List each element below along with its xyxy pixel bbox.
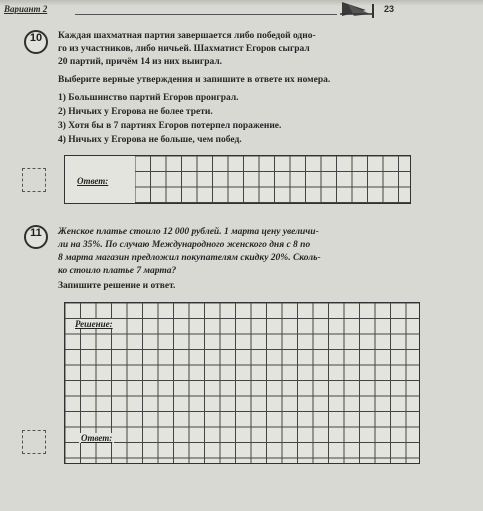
task-11-instruction: Запишите решение и ответ. <box>58 281 176 291</box>
task-11-solution-grid[interactable] <box>65 303 419 463</box>
task-11-line-2: ли на 35%. По случаю Международного женского дня с 8 по <box>58 240 311 250</box>
task-10-answer-label: Ответ: <box>77 176 109 186</box>
task-10-option-4: 4) Ничьих у Егорова не больше, чем побед. <box>58 135 242 145</box>
task-10-line-2: го из участников, либо ничьей. Шахматист Егоров сыграл <box>58 44 310 54</box>
task-10-line-1: Каждая шахматная партия завершается либо победой одно- <box>58 31 316 41</box>
page-number: 23 <box>384 4 395 14</box>
task-10-line-3: 20 партий, причём 14 из них выиграл. <box>58 57 223 67</box>
task-10-answer-box[interactable] <box>64 155 411 204</box>
task-10-score-box[interactable] <box>22 168 46 192</box>
task-10-option-3: 3) Хотя бы в 7 партиях Егоров потерпел поражение. <box>58 121 282 131</box>
task-10-instruction: Выберите верные утверждения и запишите в ответе их номера. <box>58 75 331 85</box>
task-10-option-2: 2) Ничьих у Егорова не более трети. <box>58 107 213 117</box>
task-11-answer-label: Ответ: <box>81 433 113 443</box>
page-shadow <box>0 0 483 6</box>
task-11-solution-box[interactable] <box>64 302 420 464</box>
task-11-line-3: 8 марта магазин предложил покупателям скидку 20%. Сколь- <box>58 253 321 263</box>
task-11-score-box[interactable] <box>22 430 46 454</box>
header-divider <box>372 4 374 18</box>
header-rule <box>75 14 337 15</box>
task-11-line-1: Женское платье стоило 12 000 рублей. 1 марта цену увеличи- <box>58 227 319 237</box>
task-11-number: 11 <box>24 225 48 249</box>
task-10-number: 10 <box>24 30 48 54</box>
publisher-logo-icon <box>340 0 380 18</box>
task-11-line-4: ко стоило платье 7 марта? <box>58 266 177 276</box>
task-10-answer-grid[interactable] <box>135 156 410 203</box>
variant-label: Вариант 2 <box>4 4 48 14</box>
task-11-solution-label: Решение: <box>75 319 113 329</box>
task-10-option-1: 1) Большинство партий Егоров проиграл. <box>58 93 239 103</box>
